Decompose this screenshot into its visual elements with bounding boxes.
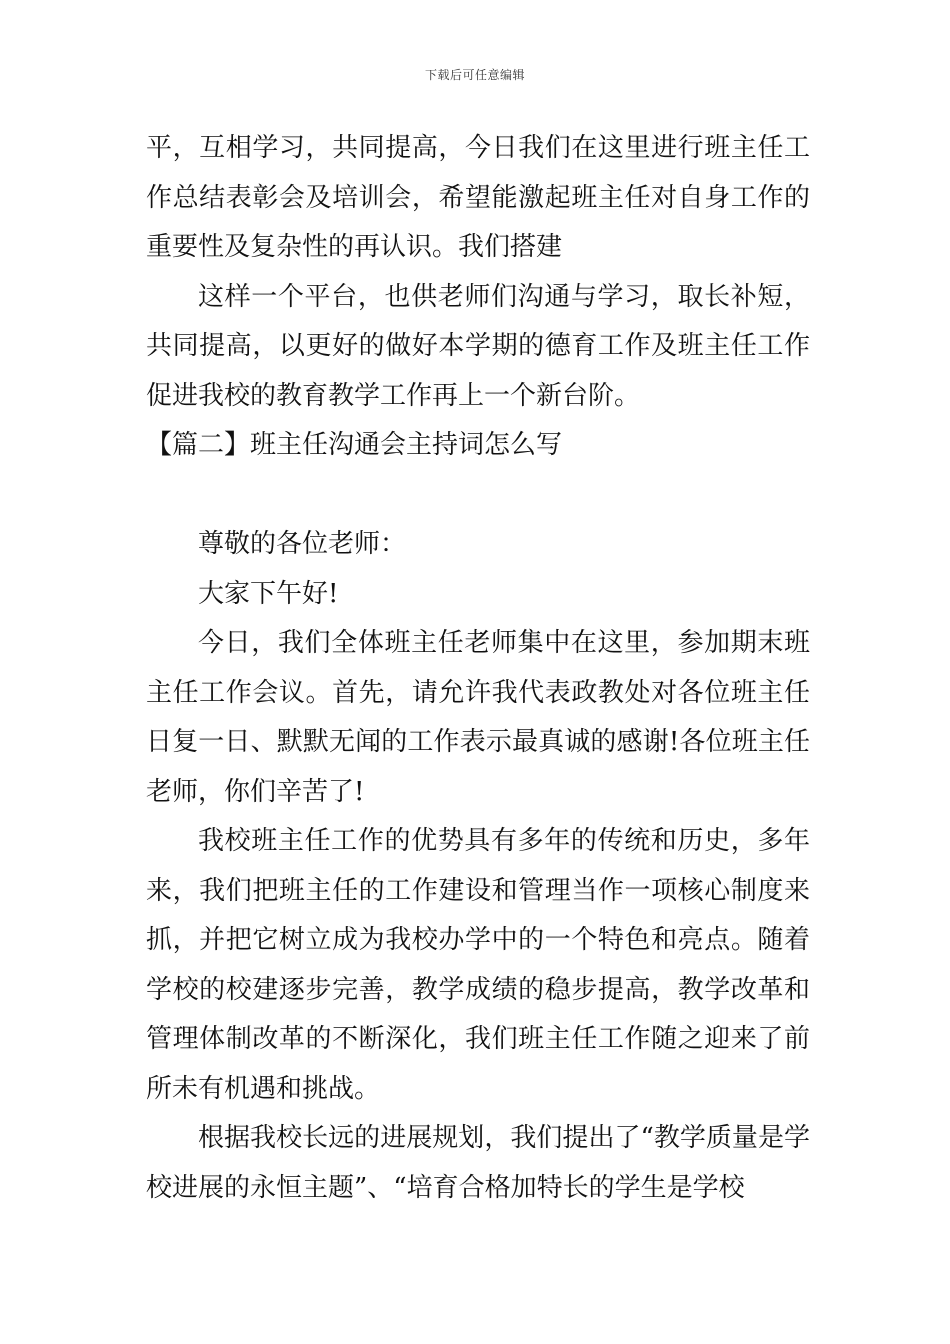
- page-header-note: 下载后可任意编辑: [424, 68, 525, 82]
- paragraph-5: 根据我校长远的进展规划，我们提出了“教学质量是学校进展的永恒主题”、“培育合格加特长的学生是学校: [146, 1123, 810, 1203]
- paragraph-1: 平，互相学习，共同提高，今日我们在这里进行班主任工作总结表彰会及培训会，希望能激起班主任对自身工作的重要性及复杂性的再认识。我们搭建: [146, 133, 810, 262]
- document-body: [146, 124, 810, 1213]
- blank-line: [146, 471, 810, 521]
- salutation: 大家下午好!: [198, 578, 339, 609]
- section-heading: 【篇二】班主任沟通会主持词怎么写: [146, 430, 563, 460]
- paragraph-2: 这样一个平台，也供老师们沟通与学习，取长补短，共同提高，以更好的做好本学期的德育工作及班主任工作促进我校的教育教学工作再上一个新台阶。: [146, 281, 810, 411]
- paragraph-3: 今日，我们全体班主任老师集中在这里，参加期末班主任工作会议。首先，请允许我代表政教处对各位班主任日复一日、默默无闻的工作表示最真诚的感谢!各位班主任老师，你们辛苦了!: [146, 628, 810, 807]
- greeting: 尊敬的各位老师：: [198, 529, 407, 559]
- paragraph-4: 我校班主任工作的优势具有多年的传统和历史，多年来，我们把班主任的工作建设和管理当作一项核心制度来抓，并把它树立成为我校办学中的一个特色和亮点。随着学校的校建逐步完善，教学成绩的稳步提高，教学改革和管理体制改革的不断深化，我们班主任工作随之迎来了前所未有机遇和挑战。: [146, 826, 810, 1104]
